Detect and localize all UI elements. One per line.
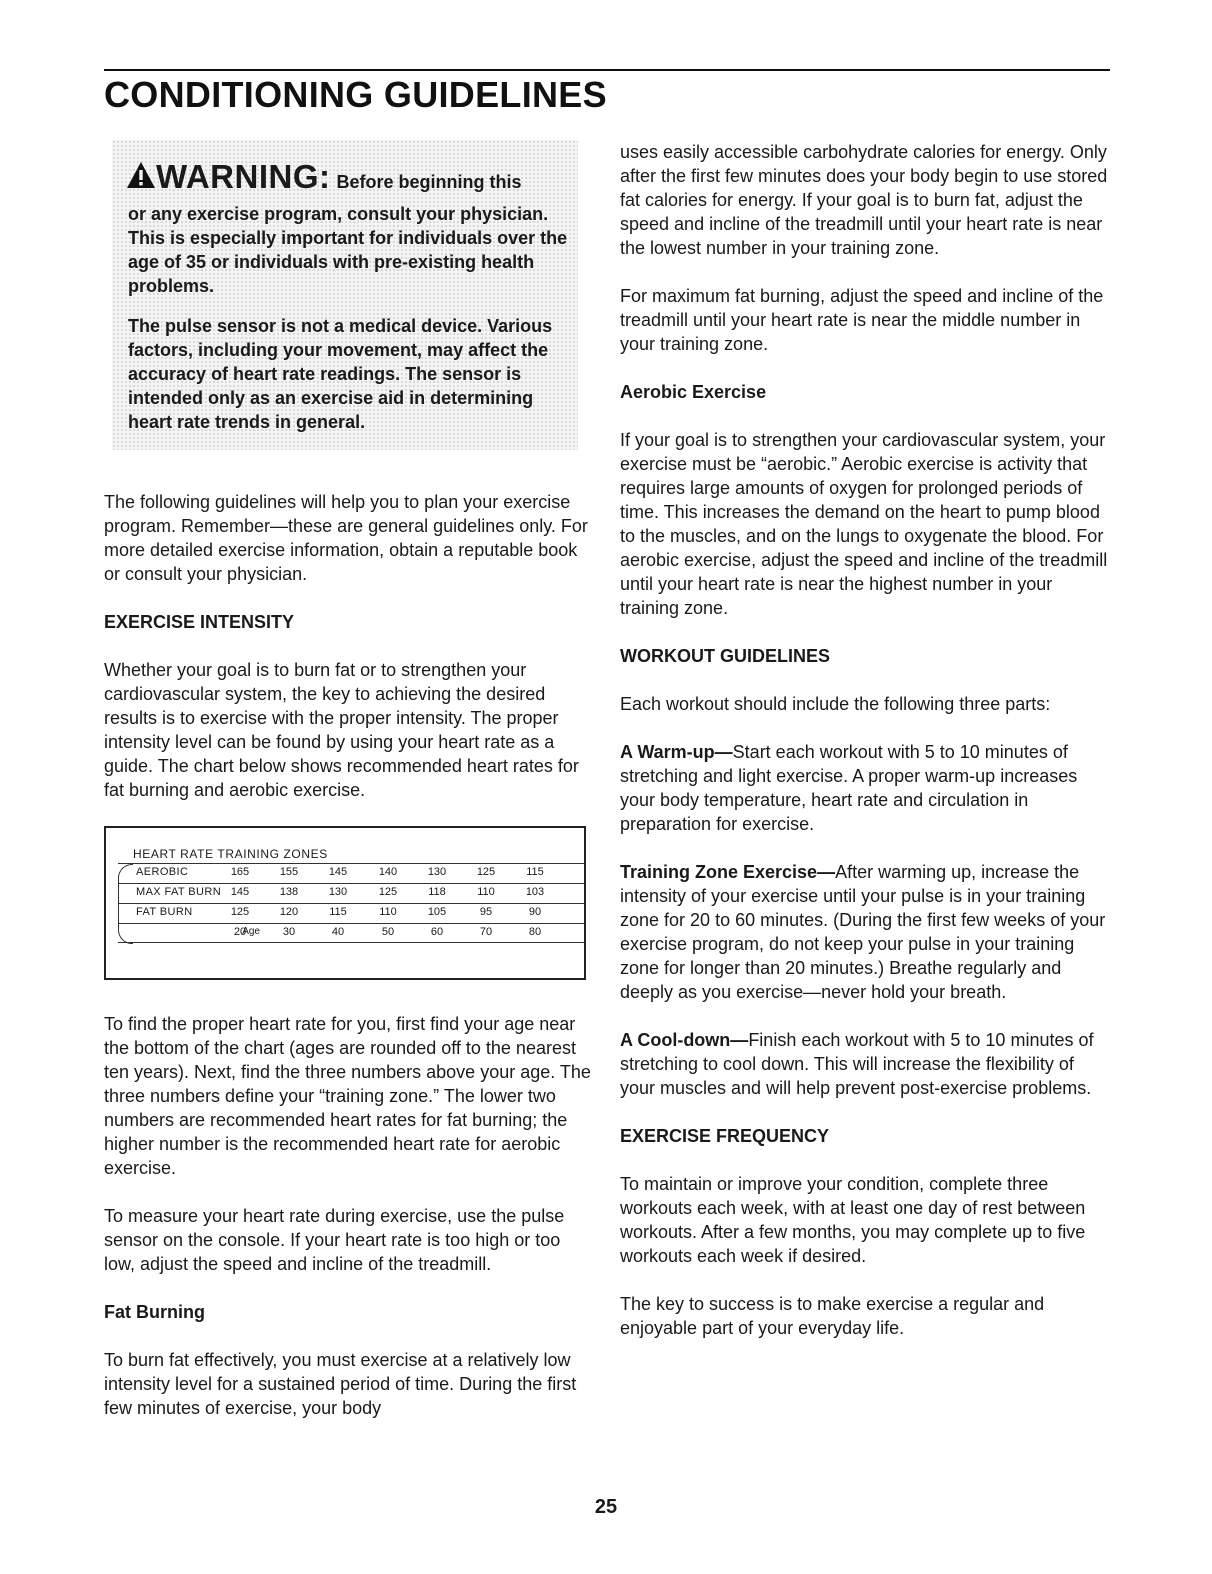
title-rule — [104, 69, 1110, 71]
warmup-paragraph — [620, 740, 1110, 836]
heart-rate-value: 110 — [477, 886, 495, 898]
training-zone-text: After warming up, increase the intensity of your exercise until your pulse is in your training zone for 20 to 60 minutes. (During the first few weeks of your exercise program, do not keep your pulse in your training zone for longer than 20 minutes.) Breathe regularly and deeply as you exercise—never hold your breath. — [620, 862, 1106, 1002]
heart-rate-value: 110 — [379, 906, 397, 918]
heart-rate-value: 155 — [279, 866, 299, 878]
left-column — [104, 140, 594, 1420]
table-row — [118, 883, 584, 902]
warning-triangle-icon — [126, 161, 156, 189]
heart-rate-value: 103 — [525, 886, 545, 898]
heart-rate-table — [118, 863, 584, 945]
page-title: CONDITIONING GUIDELINES — [104, 74, 607, 115]
training-zone-paragraph — [620, 860, 1110, 1004]
warning-box — [112, 140, 578, 450]
age-value: 80 — [528, 926, 542, 938]
heart-rate-value: 130 — [328, 886, 348, 898]
row-label: MAX FAT BURN — [136, 886, 222, 898]
age-value: 20 — [233, 926, 247, 938]
table-row — [118, 863, 584, 882]
age-value: 40 — [331, 926, 345, 938]
cooldown-label: A Cool-down— — [620, 1030, 749, 1050]
chart-title: HEART RATE TRAINING ZONES — [133, 847, 328, 861]
cooldown-text: Finish each workout with 5 to 10 minutes of stretching to cool down. This will increase the flexibility of your muscles and will help prevent post-exercise problems. — [620, 1030, 1094, 1098]
page-number: 25 — [594, 1496, 618, 1518]
age-label: Age — [242, 926, 260, 937]
row-label: AEROBIC — [136, 866, 189, 878]
exercise-frequency-heading: EXERCISE FREQUENCY — [620, 1126, 830, 1146]
heart-rate-value: 125 — [476, 866, 496, 878]
heart-rate-value: 145 — [230, 886, 250, 898]
max-fat-burning-paragraph: For maximum fat burning, adjust the speed and incline of the treadmill until your heart rate is near the middle number in your training zone. — [620, 286, 1104, 354]
heart-rate-chart — [104, 826, 586, 980]
warning-lead-text: Before beginning this — [336, 172, 522, 192]
heart-rate-value: 95 — [479, 906, 493, 918]
warning-text: or any exercise program, consult your physician. This is especially important for individuals over the age of 35 or individuals with pre-existing health problems. — [128, 204, 568, 296]
fat-burning-paragraph: To burn fat effectively, you must exercise at a relatively low intensity level for a sustained period of time. During the first few minutes of exercise, your body — [104, 1350, 577, 1418]
fat-burning-heading: Fat Burning — [104, 1302, 205, 1322]
aerobic-exercise-heading: Aerobic Exercise — [620, 382, 767, 402]
workout-guidelines-heading: WORKOUT GUIDELINES — [620, 646, 830, 666]
intensity-paragraph: Whether your goal is to burn fat or to strengthen your cardiovascular system, the key to achieving the desired results is to exercise with the proper intensity. The proper intensity level can be found by using your heart rate as a guide. The chart below shows recommended heart rates for fat burning and aerobic exercise. — [104, 660, 579, 800]
age-value: 60 — [430, 926, 444, 938]
heart-rate-value: 118 — [428, 886, 446, 898]
heart-rate-value: 120 — [279, 906, 299, 918]
training-zone-label: Training Zone Exercise— — [620, 862, 836, 882]
warning-word: WARNING: — [156, 158, 331, 195]
table-row — [118, 903, 584, 922]
frequency-paragraph: To maintain or improve your condition, complete three workouts each week, with at least one day of rest between workouts. After a few months, you may complete up to five workouts each week if desired. — [620, 1174, 1086, 1266]
age-row — [118, 923, 584, 943]
age-value: 30 — [282, 926, 296, 938]
pulse-sensor-warning: The pulse sensor is not a medical device. Various factors, including your movement, may affect the accuracy of heart rate readings. The sensor is intended only as an exercise aid in determining heart rate trends in general. — [128, 316, 553, 432]
warmup-label: A Warm-up— — [620, 742, 733, 762]
heart-rate-value: 165 — [230, 866, 250, 878]
heart-rate-value: 125 — [378, 886, 398, 898]
workout-intro: Each workout should include the following three parts: — [620, 694, 1051, 714]
right-column — [620, 140, 1110, 1340]
heart-rate-value: 115 — [329, 906, 347, 918]
warning-heading — [126, 158, 522, 196]
find-rate-paragraph: To find the proper heart rate for you, first find your age near the bottom of the chart (ages are rounded off to the nearest ten years). Next, find the three numbers above your age. The three numbers define your “training zone.” The lower two numbers are recommended heart rates for fat burning; the higher number is the recommended heart rate for aerobic exercise. — [104, 1014, 591, 1178]
heart-rate-value: 140 — [378, 866, 398, 878]
heart-rate-value: 145 — [328, 866, 348, 878]
heart-rate-value: 138 — [279, 886, 299, 898]
cooldown-paragraph — [620, 1028, 1110, 1100]
aerobic-paragraph: If your goal is to strengthen your cardiovascular system, your exercise must be “aerobic.” Aerobic exercise is activity that requires large amounts of oxygen for prolonged periods of time. This increases the demand on the heart to pump blood to the muscles, and on the lungs to oxygenate the blood. For aerobic exercise, adjust the speed and incline of the treadmill until your heart rate is near the highest number in your training zone. — [620, 430, 1108, 618]
warmup-text: Start each workout with 5 to 10 minutes of stretching and light exercise. A proper warm-up increases your body temperature, heart rate and circulation in preparation for exercise. — [620, 742, 1078, 834]
heart-rate-value: 90 — [528, 906, 542, 918]
exercise-intensity-heading: EXERCISE INTENSITY — [104, 612, 295, 632]
heart-rate-value: 125 — [230, 906, 250, 918]
heart-rate-value: 130 — [427, 866, 447, 878]
age-value: 70 — [479, 926, 493, 938]
row-label: FAT BURN — [136, 906, 193, 918]
intro-paragraph: The following guidelines will help you to plan your exercise program. Remember—these are general guidelines only. For more detailed exercise information, obtain a reputable book or consult your physician. — [104, 492, 588, 584]
heart-rate-value: 115 — [526, 866, 544, 878]
heart-rate-value: 105 — [427, 906, 447, 918]
age-value: 50 — [381, 926, 395, 938]
closing-paragraph: The key to success is to make exercise a regular and enjoyable part of your everyday life. — [620, 1294, 1045, 1338]
fat-burning-continued: uses easily accessible carbohydrate calories for energy. Only after the first few minutes does your body begin to use stored fat calories for energy. If your goal is to burn fat, adjust the speed and incline of the treadmill until your heart rate is near the lowest number in your training zone. — [620, 142, 1108, 258]
measure-rate-paragraph: To measure your heart rate during exercise, use the pulse sensor on the console. If your heart rate is too high or too low, adjust the speed and incline of the treadmill. — [104, 1206, 565, 1274]
